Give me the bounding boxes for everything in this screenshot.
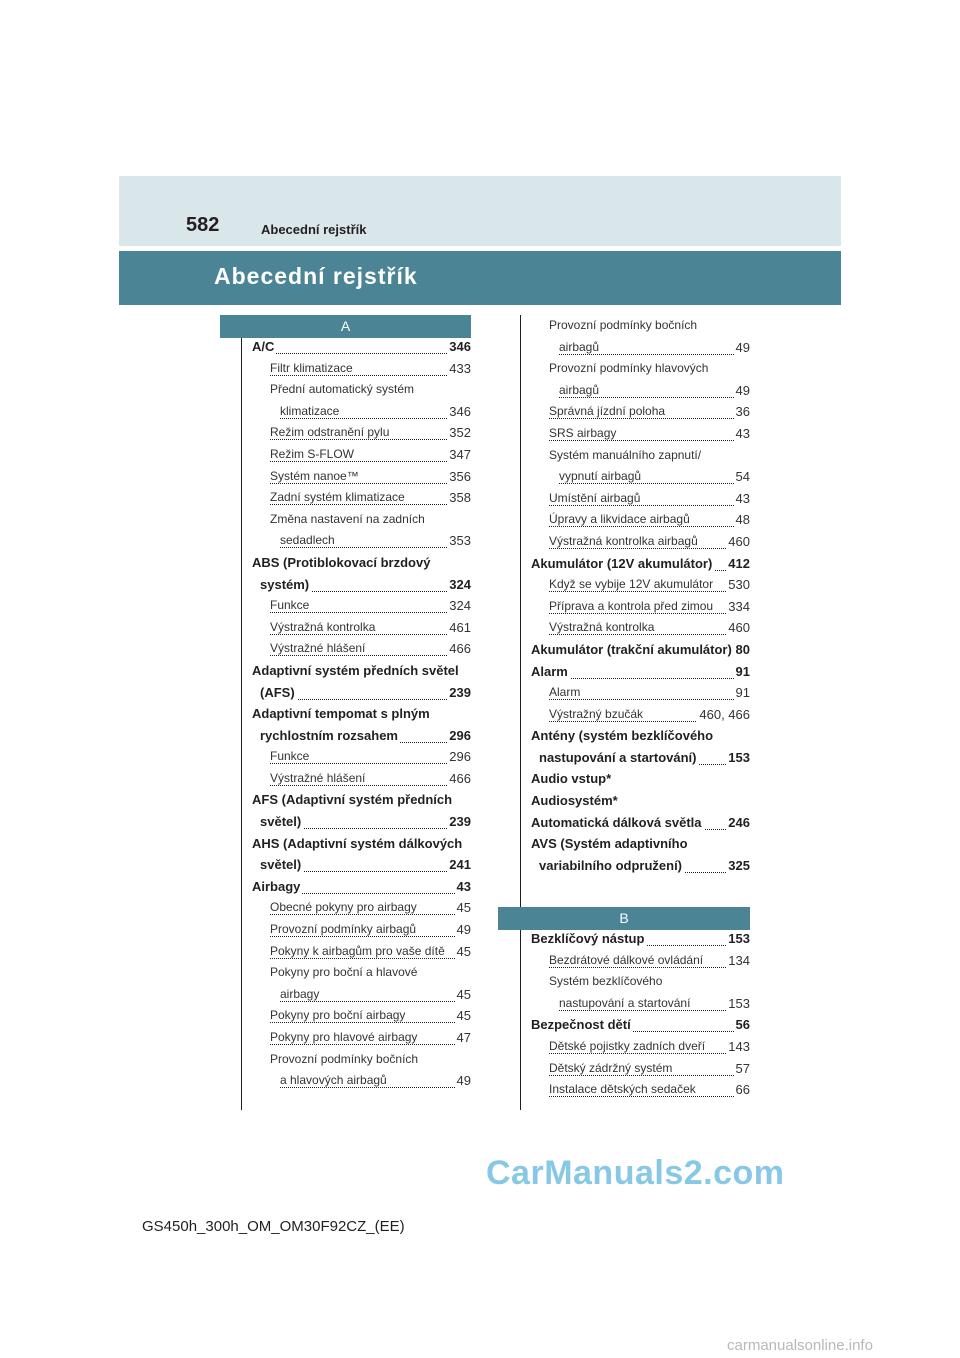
index-leader-dots [280,1087,471,1088]
index-entry-page: 325 [728,857,750,873]
index-entry-text: airbagy [280,986,320,1001]
index-entry-page: 239 [449,684,471,700]
index-entry-page: 530 [728,577,750,593]
index-leader-dots [549,1096,750,1097]
index-entry-text: Filtr klimatizace [270,360,353,375]
index-entry-text: Systém nanoe™ [270,468,359,483]
index-entry [531,973,750,995]
index-entry-page: 466 [449,770,471,786]
index-leader-dots [280,418,471,419]
index-entry-text: Provozní podmínky hlavových [549,361,709,376]
index-entry-text: (AFS) [260,684,295,700]
index-entry-text: Když se vybije 12V akumulátor [549,577,714,592]
index-entry [531,555,750,577]
page-number: 582 [186,214,220,236]
index-entry-text: Adaptivní tempomat s plným [252,706,430,722]
index-entry [252,899,471,921]
index-leader-dots [270,763,471,764]
index-entry-page: 153 [728,995,750,1011]
index-entry-page: 353 [449,533,471,549]
index-leader-dots [559,397,750,398]
index-entry [252,748,471,770]
index-entry [252,943,471,965]
index-leader-dots [270,655,471,656]
index-entry-page: 43 [735,425,750,441]
index-entry [531,706,750,728]
index-entry-page: 412 [728,555,750,571]
index-entry-page: 346 [449,403,471,419]
index-entry-text: Provozní podmínky bočních [270,1051,419,1066]
index-entry-page: 36 [735,404,750,420]
index-entry-text: Výstražné hlášení [270,770,366,785]
index-leader-dots [549,548,750,549]
index-entry-text: AVS (Systém adaptivního [531,836,688,852]
index-leader-dots [270,958,471,959]
index-entry-page: 49 [735,339,750,355]
index-leader-dots [270,785,471,786]
index-entry-text: Výstražná kontrolka [270,619,376,634]
index-entry-text: Obecné pokyny pro airbagy [270,900,417,915]
index-leader-dots [549,634,750,635]
index-leader-dots [549,526,750,527]
index-entry-text: Alarm [549,685,581,700]
index-leader-dots [549,440,750,441]
index-entry-page: 45 [456,1008,471,1024]
index-entry-page: 346 [449,339,471,354]
index-entry [531,533,750,555]
index-column-right-a [531,317,750,878]
index-entry [531,360,750,382]
index-entry [531,317,750,339]
index-entry-page: 43 [735,490,750,506]
index-entry-text: klimatizace [280,403,340,418]
index-entry [531,835,750,857]
index-entry [252,1007,471,1029]
index-entry-text: Audio vstup* [531,771,612,787]
index-entry [252,640,471,662]
index-leader-dots [559,1010,750,1011]
index-entry-text: AHS (Adaptivní systém dálkových [252,835,463,851]
index-entry [531,425,750,447]
index-entry-text: světel) [260,814,302,830]
index-leader-dots [549,699,750,700]
index-leader-dots [270,612,471,613]
index-entry [252,597,471,619]
index-entry-text: Výstražný bzučák [549,706,644,721]
index-entry-page: 246 [728,814,750,830]
index-entry [531,1016,750,1038]
index-entry [531,995,750,1017]
index-entry-page: 347 [449,446,471,462]
index-entry-page: 239 [449,814,471,830]
index-leader-dots [270,936,471,937]
index-leader-dots [270,914,471,915]
index-entry-page: 56 [735,1017,750,1033]
index-entry-text: Výstražné hlášení [270,641,366,656]
index-entry [252,964,471,986]
index-entry-text: Příprava a kontrola před zimou [549,598,714,613]
index-entry-page: 45 [456,900,471,916]
index-leader-dots [270,461,471,462]
index-entry-page: 296 [449,727,471,743]
index-entry-text: Automatická dálková světla [531,814,702,830]
index-entry-text: systém) [260,576,310,592]
index-entry-page: 433 [449,360,471,376]
index-entry [252,727,471,749]
index-entry-text: Funkce [270,598,310,613]
index-entry [252,446,471,468]
index-entry-text: Provozní podmínky bočních [549,318,698,332]
index-entry-text: Pokyny pro boční a hlavové [270,965,418,980]
index-entry-page: 334 [728,598,750,614]
index-entry [252,468,471,490]
index-entry-page: 460 [728,533,750,549]
index-entry [531,403,750,425]
index-entry [252,1051,471,1073]
index-entry-text: Přední automatický systém [270,382,415,397]
index-leader-dots [270,375,471,376]
index-entry [531,339,750,361]
index-leader-dots [549,1075,750,1076]
index-entry-text: rychlostním rozsahem [260,727,398,743]
index-entry [252,770,471,792]
index-entry-page: 57 [735,1060,750,1076]
index-entry-page: 324 [449,576,471,592]
index-entry [531,598,750,620]
index-entry-text: světel) [260,857,302,873]
index-entry-text: Airbagy [252,878,301,894]
index-entry-page: 352 [449,425,471,441]
index-entry [252,619,471,641]
index-entry [531,1038,750,1060]
index-entry-text: Systém bezklíčového [549,974,663,989]
index-leader-dots [549,613,750,614]
section-letter-b: B [498,907,750,930]
index-entry [252,986,471,1008]
index-entry-page: 153 [728,931,750,946]
index-entry-page: 461 [449,619,471,635]
index-leader-dots [252,353,471,354]
index-entry [252,360,471,382]
index-entry [531,857,750,879]
index-entry-page: 241 [449,857,471,873]
index-entry-text: sedadlech [280,533,335,548]
index-entry-text: Změna nastavení na zadních [270,511,425,526]
index-leader-dots [270,1022,471,1023]
index-entry [252,576,471,598]
index-entry-text: Systém manuálního zapnutí/ [549,447,702,462]
index-entry [531,814,750,836]
index-entry-page: 143 [728,1038,750,1054]
index-entry [252,424,471,446]
index-entry [252,705,471,727]
index-leader-dots [270,1044,471,1045]
watermark-logo: CarManuals2.com [486,1154,785,1192]
index-entry-text: Bezklíčový nástup [531,931,645,946]
index-entry [531,1060,750,1082]
index-entry-text: airbagů [559,339,600,354]
index-entry-text: vypnutí airbagů [559,469,642,484]
index-entry-text: Dětské pojistky zadních dveří [549,1038,706,1053]
index-entry [252,813,471,835]
index-leader-dots [270,483,471,484]
index-entry [252,381,471,403]
index-entry [531,490,750,512]
index-entry [531,619,750,641]
index-entry-text: Adaptivní systém předních světel [252,662,459,678]
index-entry-page: 324 [449,598,471,614]
index-entry [252,835,471,857]
index-entry-text: Akumulátor (12V akumulátor) [531,555,713,571]
index-entry-page: 153 [728,749,750,765]
index-entry-text: Režim S-FLOW [270,446,354,461]
index-leader-dots [549,967,750,968]
index-leader-dots [280,547,471,548]
document-code: GS450h_300h_OM_OM30F92CZ_(EE) [142,1218,405,1235]
index-entry-text: Umístění airbagů [549,490,641,505]
index-entry [252,532,471,554]
index-entry-page: 466 [449,641,471,657]
index-entry [531,641,750,663]
index-entry [252,791,471,813]
index-entry-page: 45 [456,943,471,959]
index-entry-text: Správná jízdní poloha [549,404,666,419]
index-entry [531,511,750,533]
index-column-left [252,338,471,1094]
index-entry-page: 49 [456,1073,471,1089]
index-entry-text: Pokyny k airbagům pro vaše dítě [270,943,445,958]
index-entry [252,921,471,943]
index-leader-dots [549,591,750,592]
index-entry-text: A/C [252,339,275,354]
index-entry-text: Výstražná kontrolka [549,620,655,635]
index-leader-dots [270,504,471,505]
page-title: Abecední rejstřík [214,263,418,289]
index-entry-page: 356 [449,468,471,484]
index-leader-dots [559,483,750,484]
index-leader-dots [270,439,471,440]
index-column-right-b [531,930,750,1103]
running-title: Abecední rejstřík [261,222,367,237]
index-entry-page: 49 [456,922,471,938]
index-entry-text: airbagů [559,382,600,397]
index-entry-page: 91 [735,663,750,679]
index-entry-text: variabilního odpružení) [539,857,683,873]
index-leader-dots [549,505,750,506]
index-entry [531,684,750,706]
index-entry-text: nastupování a startování) [539,749,697,765]
index-entry [252,403,471,425]
index-entry-text: Výstražná kontrolka airbagů [549,533,698,548]
index-entry [531,792,750,814]
index-entry-page: 48 [735,512,750,528]
index-leader-dots [280,1001,471,1002]
index-entry [252,856,471,878]
index-entry [252,338,471,360]
index-entry-text: Audiosystém* [531,793,618,809]
index-entry [531,663,750,685]
index-entry [252,1029,471,1051]
index-leader-dots [270,634,471,635]
index-entry-text: ABS (Protiblokovací brzdový [252,554,431,570]
index-entry-text: Zadní systém klimatizace [270,490,405,505]
index-entry-text: Bezdrátové dálkové ovládání [549,952,704,967]
index-entry-text: Alarm [531,663,568,679]
index-entry-text: Pokyny pro hlavové airbagy [270,1030,418,1044]
index-entry [252,1072,471,1094]
index-entry-text: AFS (Adaptivní systém předních [252,792,453,808]
header-band [119,176,841,246]
index-entry-text: Pokyny pro boční airbagy [270,1008,406,1023]
index-entry-page: 358 [449,490,471,506]
index-leader-dots [559,354,750,355]
index-entry-text: Režim odstranění pylu [270,425,390,440]
index-entry-page: 91 [735,685,750,701]
index-entry-page: 134 [728,952,750,968]
index-entry [531,576,750,598]
index-entry-text: Funkce [270,749,310,764]
index-entry [531,447,750,469]
index-entry-text: a hlavových airbagů [280,1073,387,1088]
left-column-rule [241,315,242,1110]
index-entry-text: Dětský zádržný systém [549,1060,673,1075]
index-entry-page: 80 [735,641,750,657]
index-entry [531,749,750,771]
section-letter-a: A [220,315,471,338]
index-entry [252,489,471,511]
index-entry [531,1081,750,1103]
index-entry [531,952,750,974]
index-entry-page: 296 [449,749,471,765]
index-entry-page: 49 [735,382,750,398]
index-entry [531,930,750,952]
index-entry-text: Akumulátor (trakční akumulátor) [531,641,732,657]
index-entry [252,878,471,900]
index-entry [531,382,750,404]
index-entry-text: Úpravy a likvidace airbagů [549,512,690,527]
index-entry-text: Antény (systém bezklíčového [531,728,714,744]
index-entry-text: Bezpečnost dětí [531,1017,631,1033]
index-entry-page: 47 [456,1030,471,1045]
index-entry [531,727,750,749]
right-column-rule [520,315,521,1110]
index-entry-text: SRS airbagy [549,425,617,440]
index-entry-text: Provozní podmínky airbagů [270,922,417,937]
index-entry-page: 460, 466 [699,706,750,722]
index-entry-text: nastupování a startování [559,995,691,1010]
index-entry-page: 66 [735,1082,750,1098]
index-entry-text: Instalace dětských sedaček [549,1082,696,1097]
index-entry [252,511,471,533]
index-entry-page: 54 [735,469,750,485]
index-entry-page: 45 [456,986,471,1002]
index-leader-dots [549,418,750,419]
index-entry-page: 43 [456,878,471,894]
index-entry [531,770,750,792]
index-entry [252,684,471,706]
watermark-footer: carmanualsonline.info [727,1337,873,1354]
index-entry [252,662,471,684]
index-entry [531,468,750,490]
index-leader-dots [549,1053,750,1054]
index-entry-page: 460 [728,620,750,636]
index-entry [252,554,471,576]
